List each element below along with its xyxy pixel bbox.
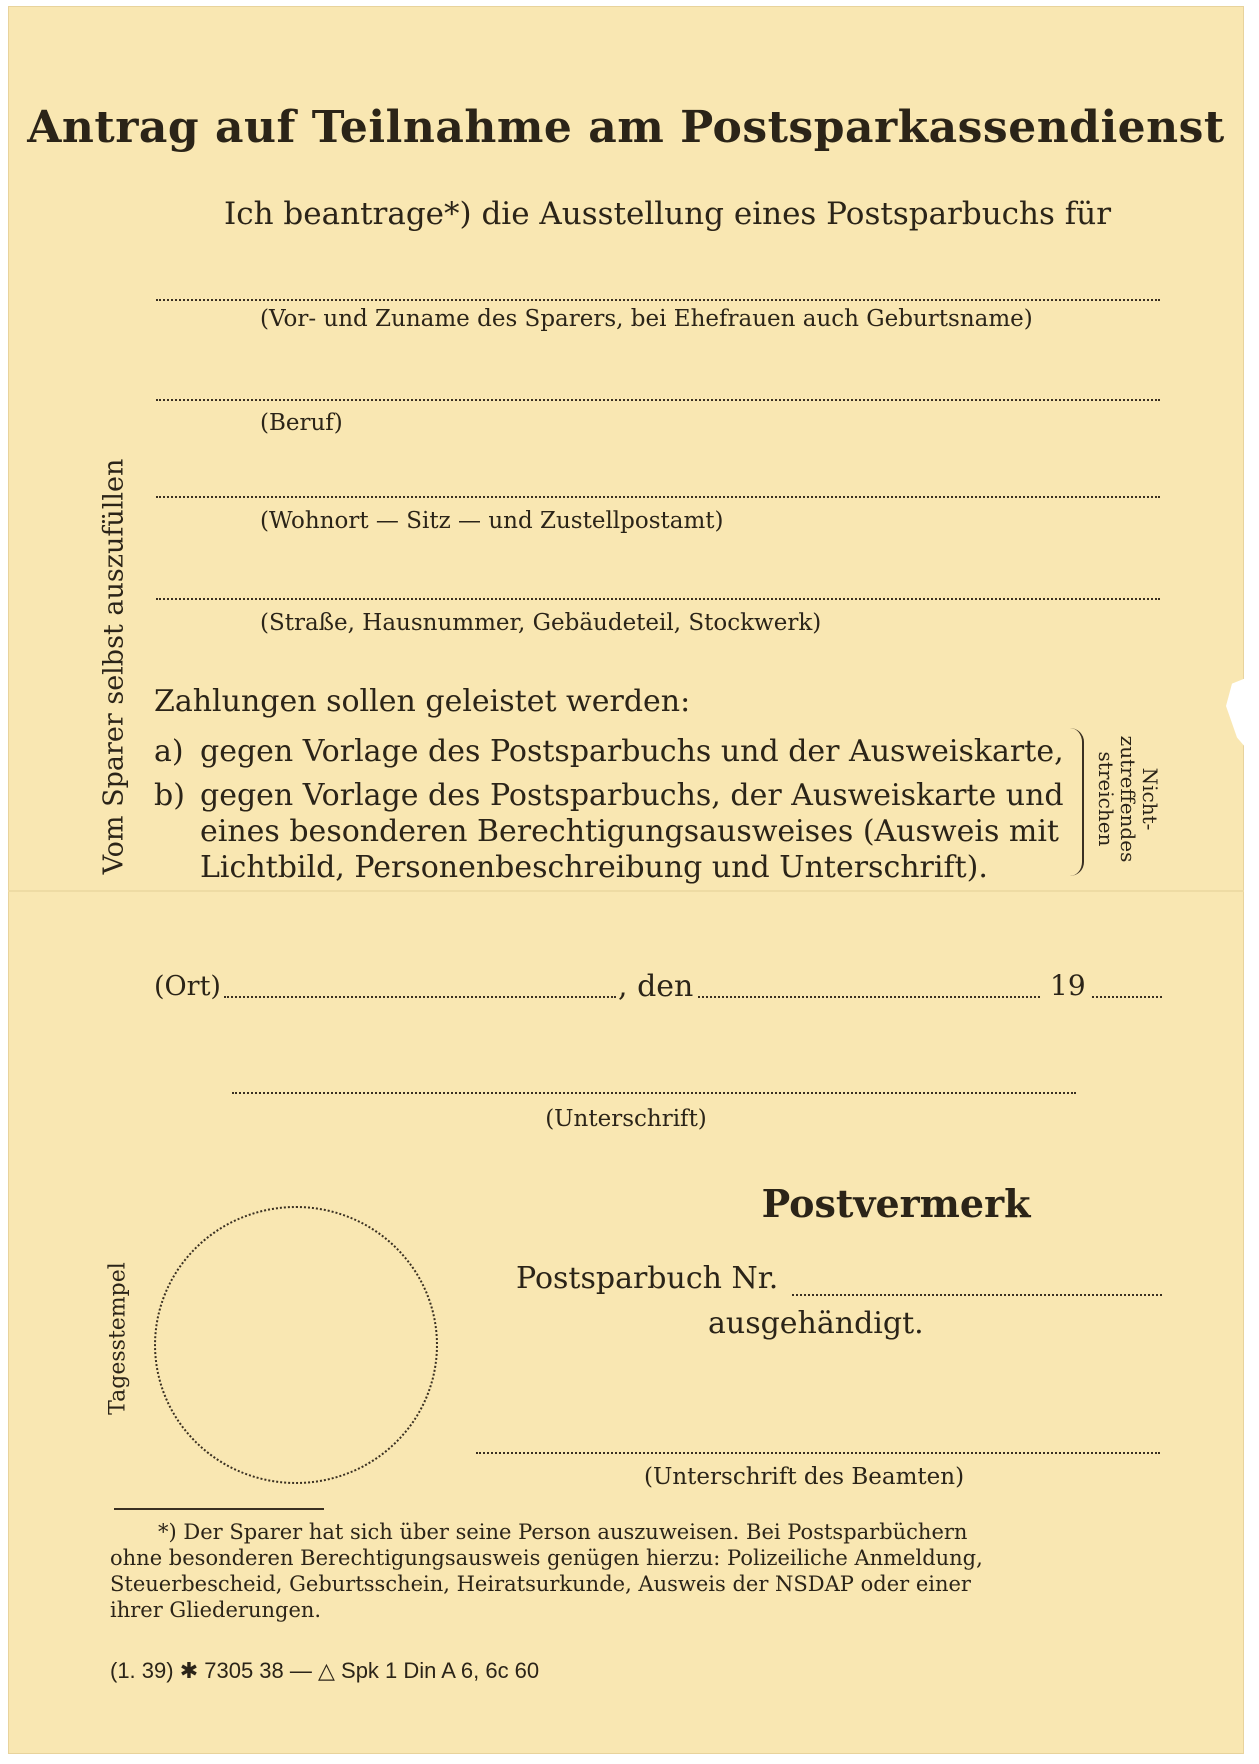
occupation-caption: (Beruf)	[260, 410, 343, 436]
official-signature-line[interactable]	[476, 1452, 1160, 1454]
strike-note	[1095, 699, 1161, 899]
official-signature-caption: (Unterschrift des Beamten)	[644, 1464, 965, 1490]
day-stamp-circle	[154, 1206, 438, 1484]
name-caption: (Vor- und Zuname des Sparers, bei Ehefrauen auch Geburtsname)	[260, 306, 1033, 332]
option-b-line2: eines besonderen Berechtigungsausweises (Ausweis mit	[200, 814, 1059, 849]
side-note-self-fill: Vom Sparer selbst auszufüllen	[98, 458, 130, 875]
fold-crease	[8, 890, 1244, 892]
year-line[interactable]	[1092, 996, 1162, 998]
options-brace	[1068, 728, 1084, 876]
footnote-line1: *) Der Sparer hat sich über seine Person auszuweisen. Bei Postsparbüchern	[158, 1520, 968, 1544]
form-title: Antrag auf Teilnahme am Postsparkassendienst	[27, 102, 1225, 153]
place-line[interactable]	[224, 996, 616, 998]
footnote-line2: ohne besonderen Berechtigungsausweis genügen hierzu: Polizeiliche Anmeldung,	[110, 1546, 983, 1570]
handed-out-text: ausgehändigt.	[708, 1306, 924, 1341]
torn-edge	[1226, 678, 1246, 748]
form-sheet	[8, 6, 1244, 1754]
footnote-line3: Steuerbescheid, Geburtsschein, Heiratsurkunde, Ausweis der NSDAP oder einer	[110, 1572, 971, 1596]
name-line[interactable]	[156, 299, 1160, 301]
passbook-number-line[interactable]	[792, 1294, 1162, 1296]
street-line[interactable]	[156, 598, 1160, 600]
applicant-signature-line[interactable]	[232, 1092, 1076, 1094]
intro-text: Ich beantrage*) die Ausstellung eines Postsparbuchs für	[224, 196, 1112, 232]
residence-caption: (Wohnort — Sitz — und Zustellpostamt)	[260, 508, 724, 534]
strike-note-line3: streichen	[1094, 751, 1118, 847]
postvermerk-heading: Postvermerk	[761, 1181, 1031, 1226]
year-prefix: 19	[1050, 969, 1086, 1002]
option-b-line1: gegen Vorlage des Postsparbuchs, der Ausweiskarte und	[200, 778, 1064, 813]
payments-heading: Zahlungen sollen geleistet werden:	[154, 684, 691, 719]
option-a-marker: a)	[154, 734, 184, 769]
place-label: (Ort)	[154, 971, 221, 1002]
option-b-marker: b)	[154, 778, 185, 813]
residence-line[interactable]	[156, 496, 1160, 498]
passbook-number-label: Postsparbuch Nr.	[516, 1261, 779, 1296]
option-b-line3: Lichtbild, Personenbeschreibung und Unterschrift).	[200, 850, 988, 885]
strike-note-line2: zutreffendes	[1116, 735, 1140, 863]
date-label: , den	[618, 969, 694, 1004]
footnote-line4: ihrer Gliederungen.	[110, 1598, 322, 1622]
date-line[interactable]	[698, 996, 1040, 998]
print-code: (1. 39) ✱ 7305 38 — △ Spk 1 Din A 6, 6c 60	[110, 1658, 540, 1683]
strike-note-line1: Nicht-	[1138, 767, 1162, 831]
day-stamp-label: Tagesstempel	[105, 1262, 131, 1415]
footnote-rule	[114, 1508, 324, 1510]
applicant-signature-caption: (Unterschrift)	[545, 1106, 707, 1132]
option-a-text: gegen Vorlage des Postsparbuchs und der Ausweiskarte,	[200, 734, 1064, 769]
street-caption: (Straße, Hausnummer, Gebäudeteil, Stockwerk)	[260, 610, 822, 636]
occupation-line[interactable]	[156, 399, 1160, 401]
